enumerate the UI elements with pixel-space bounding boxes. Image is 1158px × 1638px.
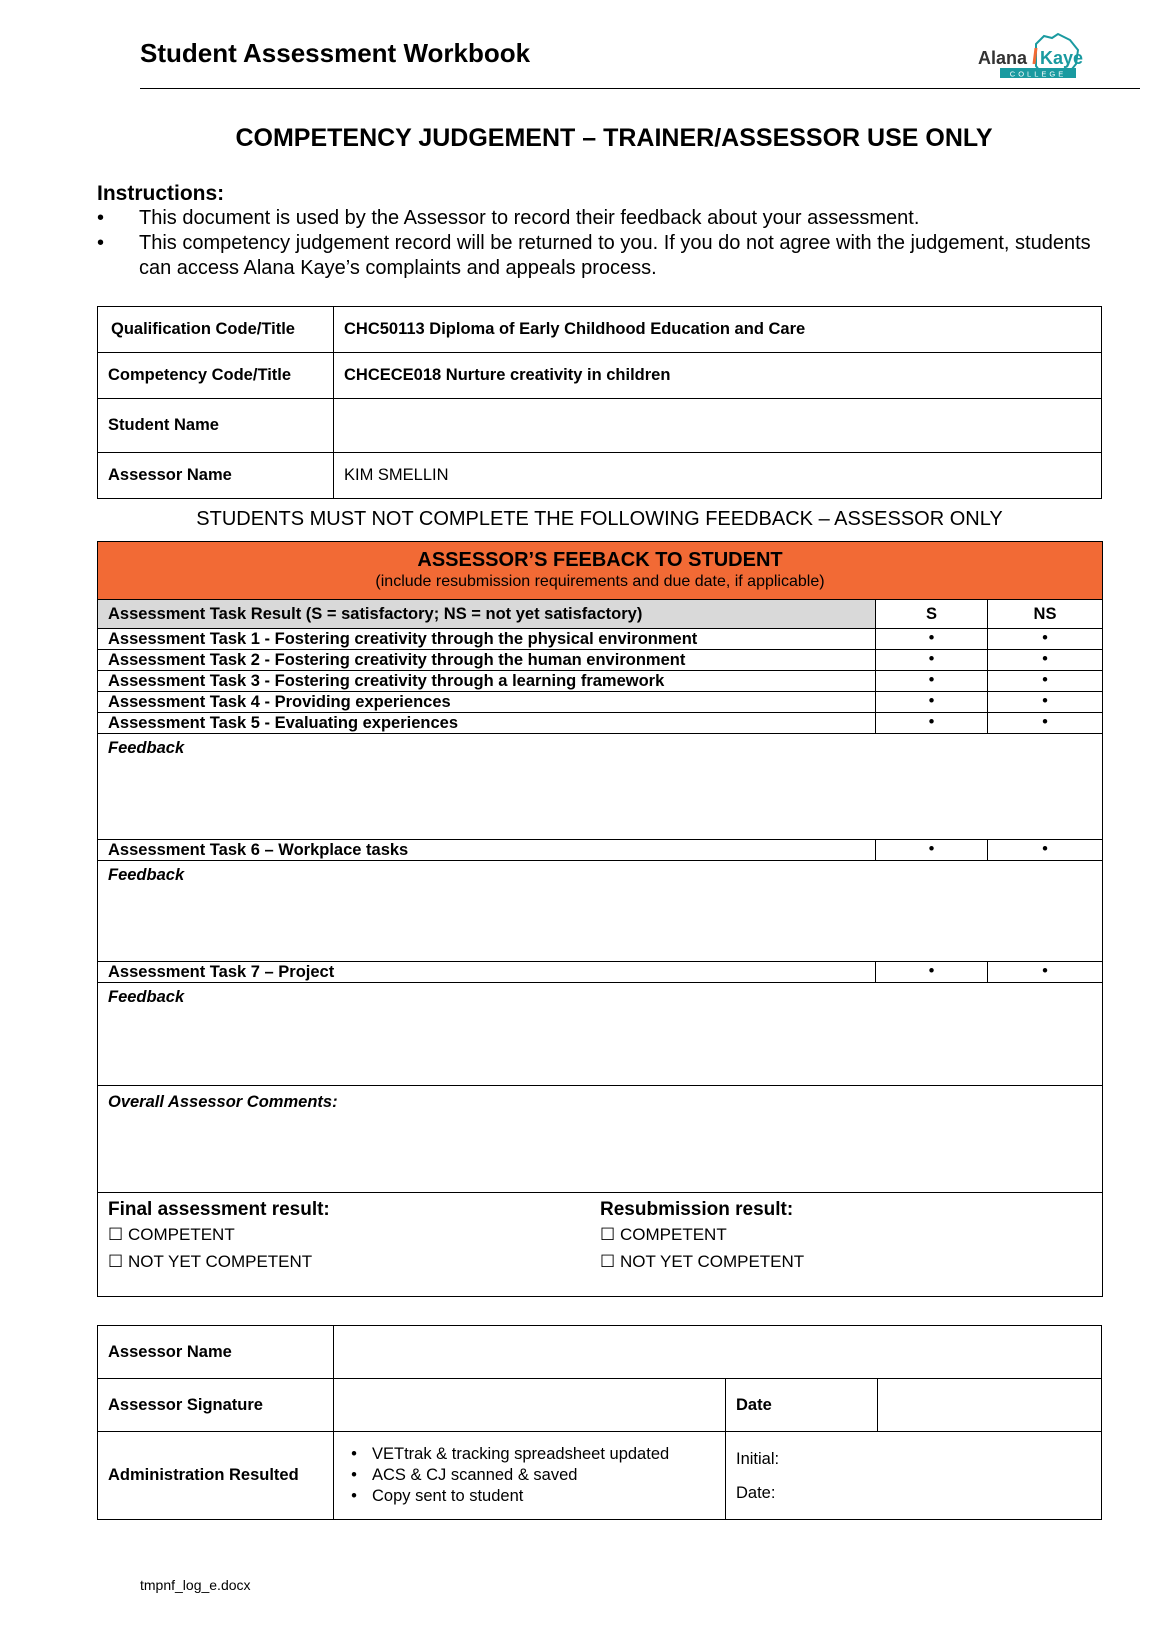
table-row bbox=[98, 650, 1103, 671]
administration-resulted-label: Administration Resulted bbox=[98, 1432, 334, 1520]
list-item bbox=[336, 1444, 715, 1465]
admin-checklist bbox=[336, 1444, 715, 1507]
feedback-box-task-7[interactable]: Feedback bbox=[98, 983, 1103, 1086]
checklist-text: VETtrak & tracking spreadsheet updated bbox=[372, 1445, 670, 1463]
task-6-ns-option[interactable]: • bbox=[988, 840, 1103, 861]
task-2-label: Assessment Task 2 - Fostering creativity through the human environment bbox=[98, 650, 876, 671]
task-6-label: Assessment Task 6 – Workplace tasks bbox=[98, 840, 876, 861]
task-7-ns-option[interactable]: • bbox=[988, 962, 1103, 983]
competency-value[interactable]: CHCECE018 Nurture creativity in children bbox=[334, 353, 1102, 399]
task-4-label: Assessment Task 4 - Providing experiences bbox=[98, 692, 876, 713]
logo-subtitle: COLLEGE bbox=[1009, 69, 1067, 79]
header-title: Student Assessment Workbook bbox=[140, 38, 531, 68]
feedback-header bbox=[98, 542, 1103, 600]
feedback-header-row bbox=[98, 542, 1103, 600]
table-row bbox=[98, 453, 1102, 499]
task-1-ns-option[interactable]: • bbox=[988, 629, 1103, 650]
table-row bbox=[98, 1432, 1102, 1520]
resubmission-result-heading: Resubmission result: bbox=[600, 1199, 794, 1220]
instruction-text: This competency judgement record will be returned to you. If you do not agree with the judgement, students can access Alana Kaye’s complaints and appeals process. bbox=[139, 232, 1091, 279]
option-label: COMPETENT bbox=[619, 1225, 727, 1244]
table-row bbox=[98, 671, 1103, 692]
initial-label: Initial: bbox=[736, 1450, 780, 1468]
table-row bbox=[98, 1326, 1102, 1379]
result-section bbox=[98, 1193, 1103, 1297]
admin-assessor-name-label: Assessor Name bbox=[98, 1326, 334, 1379]
student-name-label: Student Name bbox=[98, 399, 334, 453]
feedback-box-tasks-1-5[interactable]: Feedback bbox=[98, 734, 1103, 840]
bullet-icon: • bbox=[351, 1445, 357, 1463]
s-column-header: S bbox=[876, 600, 988, 629]
feedback-row bbox=[98, 734, 1103, 840]
instructions-list bbox=[97, 206, 1107, 281]
overall-comments-box[interactable]: Overall Assessor Comments: bbox=[98, 1086, 1103, 1193]
overall-comments-row bbox=[98, 1086, 1103, 1193]
final-result-group bbox=[108, 1199, 600, 1275]
task-2-s-option[interactable]: • bbox=[876, 650, 988, 671]
feedback-title: ASSESSOR’S FEEBACK TO STUDENT bbox=[417, 548, 783, 571]
feedback-row bbox=[98, 983, 1103, 1086]
initial-date-cell[interactable] bbox=[726, 1432, 1102, 1520]
final-competent-option[interactable] bbox=[108, 1221, 600, 1248]
college-logo bbox=[978, 30, 1088, 82]
bullet-icon: • bbox=[97, 232, 105, 254]
table-row bbox=[98, 353, 1102, 399]
option-label: COMPETENT bbox=[127, 1225, 235, 1244]
signature-date-label: Date bbox=[726, 1379, 878, 1432]
ns-column-header: NS bbox=[988, 600, 1103, 629]
admin-assessor-name-field[interactable] bbox=[334, 1326, 1102, 1379]
feedback-box-task-6[interactable]: Feedback bbox=[98, 861, 1103, 962]
task-5-label: Assessment Task 5 - Evaluating experiences bbox=[98, 713, 876, 734]
resubmission-result-group bbox=[600, 1199, 1092, 1275]
task-1-s-option[interactable]: • bbox=[876, 629, 988, 650]
feedback-row bbox=[98, 861, 1103, 962]
assessor-signature-label: Assessor Signature bbox=[98, 1379, 334, 1432]
instructions-heading: Instructions: bbox=[97, 182, 225, 205]
table-row bbox=[98, 1379, 1102, 1432]
task-6-s-option[interactable]: • bbox=[876, 840, 988, 861]
competency-label: Competency Code/Title bbox=[98, 353, 334, 399]
task-7-s-option[interactable]: • bbox=[876, 962, 988, 983]
task-5-ns-option[interactable]: • bbox=[988, 713, 1103, 734]
checkbox-icon[interactable]: ☐ bbox=[600, 1252, 616, 1271]
option-label: NOT YET COMPETENT bbox=[127, 1252, 313, 1271]
footer-filename: tmpnf_log_e.docx bbox=[140, 1577, 251, 1593]
checkbox-icon[interactable]: ☐ bbox=[600, 1225, 616, 1244]
signature-date-field[interactable] bbox=[878, 1379, 1102, 1432]
list-item bbox=[97, 231, 1107, 281]
task-3-s-option[interactable]: • bbox=[876, 671, 988, 692]
instruction-text: This document is used by the Assessor to record their feedback about your assessment. bbox=[139, 207, 920, 229]
checkbox-icon[interactable]: ☐ bbox=[108, 1252, 124, 1271]
list-item bbox=[336, 1465, 715, 1486]
student-name-field[interactable] bbox=[334, 399, 1102, 453]
assessor-name-value[interactable]: KIM SMELLIN bbox=[334, 453, 1102, 499]
assessor-only-notice: STUDENTS MUST NOT COMPLETE THE FOLLOWING FEEDBACK – ASSESSOR ONLY bbox=[196, 508, 1003, 530]
task-7-label: Assessment Task 7 – Project bbox=[98, 962, 876, 983]
table-row bbox=[98, 399, 1102, 453]
assessor-feedback-table bbox=[97, 541, 1103, 1297]
bullet-icon: • bbox=[351, 1487, 357, 1505]
administration-table bbox=[97, 1325, 1102, 1520]
task-5-s-option[interactable]: • bbox=[876, 713, 988, 734]
qualification-label: Qualification Code/Title bbox=[98, 307, 334, 353]
result-row bbox=[98, 1193, 1103, 1297]
document-title: COMPETENCY JUDGEMENT – TRAINER/ASSESSOR USE ONLY bbox=[235, 124, 993, 152]
logo-word-2: Kaye bbox=[1040, 48, 1084, 68]
assessor-signature-field[interactable] bbox=[334, 1379, 726, 1432]
table-row bbox=[98, 840, 1103, 861]
table-row bbox=[98, 962, 1103, 983]
accent-stroke-icon bbox=[1034, 48, 1036, 64]
task-2-ns-option[interactable]: • bbox=[988, 650, 1103, 671]
feedback-subtitle: (include resubmission requirements and due date, if applicable) bbox=[375, 572, 825, 590]
admin-date-label: Date: bbox=[736, 1484, 776, 1502]
checkbox-icon[interactable]: ☐ bbox=[108, 1225, 124, 1244]
task-4-ns-option[interactable]: • bbox=[988, 692, 1103, 713]
bullet-icon: • bbox=[97, 207, 105, 229]
table-row bbox=[98, 629, 1103, 650]
table-row bbox=[98, 692, 1103, 713]
header-divider bbox=[140, 88, 1140, 89]
resub-competent-option[interactable] bbox=[600, 1221, 1092, 1248]
bullet-icon: • bbox=[351, 1466, 357, 1484]
resub-not-yet-competent-option[interactable] bbox=[600, 1248, 1092, 1275]
student-info-table bbox=[97, 306, 1102, 499]
logo-word-1: Alana bbox=[978, 48, 1028, 68]
final-not-yet-competent-option[interactable] bbox=[108, 1248, 600, 1275]
result-header-row bbox=[98, 600, 1103, 629]
task-1-label: Assessment Task 1 - Fostering creativity through the physical environment bbox=[98, 629, 876, 650]
result-header-label: Assessment Task Result (S = satisfactory; NS = not yet satisfactory) bbox=[98, 600, 876, 629]
option-label: NOT YET COMPETENT bbox=[619, 1252, 805, 1271]
table-row bbox=[98, 713, 1103, 734]
list-item bbox=[97, 206, 1107, 231]
task-3-ns-option[interactable]: • bbox=[988, 671, 1103, 692]
admin-checklist-cell bbox=[334, 1432, 726, 1520]
task-3-label: Assessment Task 3 - Fostering creativity through a learning framework bbox=[98, 671, 876, 692]
final-result-heading: Final assessment result: bbox=[108, 1199, 330, 1220]
list-item bbox=[336, 1486, 715, 1507]
assessor-name-label: Assessor Name bbox=[98, 453, 334, 499]
table-row bbox=[98, 307, 1102, 353]
checklist-text: Copy sent to student bbox=[372, 1487, 524, 1505]
task-4-s-option[interactable]: • bbox=[876, 692, 988, 713]
checklist-text: ACS & CJ scanned & saved bbox=[372, 1466, 578, 1484]
qualification-value[interactable]: CHC50113 Diploma of Early Childhood Education and Care bbox=[334, 307, 1102, 353]
